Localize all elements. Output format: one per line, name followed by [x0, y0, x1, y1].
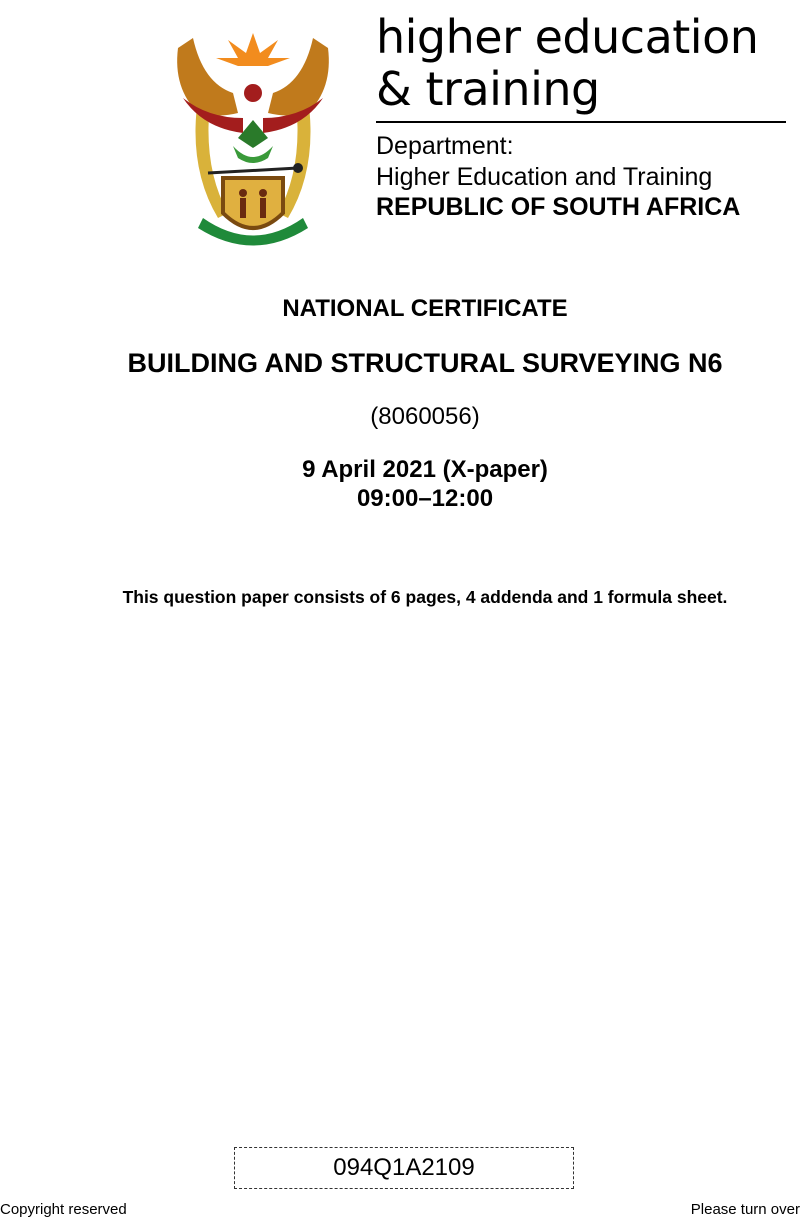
brand-line-1: higher education [376, 10, 759, 64]
subject-title: BUILDING AND STRUCTURAL SURVEYING N6 [127, 348, 723, 378]
footer-copyright: Copyright reserved [0, 1201, 127, 1218]
coat-of-arms-logo [168, 18, 338, 248]
paper-contents-note: This question paper consists of 6 pages, 4 addenda and 1 formula sheet. [122, 587, 728, 607]
exam-time: 09:00–12:00 [356, 485, 494, 512]
footer-turn-over: Please turn over [690, 1201, 800, 1218]
paper-code-box: 094Q1A2109 [234, 1147, 574, 1189]
certificate-title: NATIONAL CERTIFICATE [282, 295, 568, 322]
exam-date: 9 April 2021 (X-paper) [302, 456, 548, 483]
department-name: Higher Education and Training [376, 163, 713, 191]
country-name: REPUBLIC OF SOUTH AFRICA [376, 193, 741, 221]
header-divider [376, 121, 786, 123]
subject-code: (8060056) [370, 403, 480, 430]
department-label: Department: [376, 132, 514, 160]
brand-line-2: & training [376, 62, 600, 116]
